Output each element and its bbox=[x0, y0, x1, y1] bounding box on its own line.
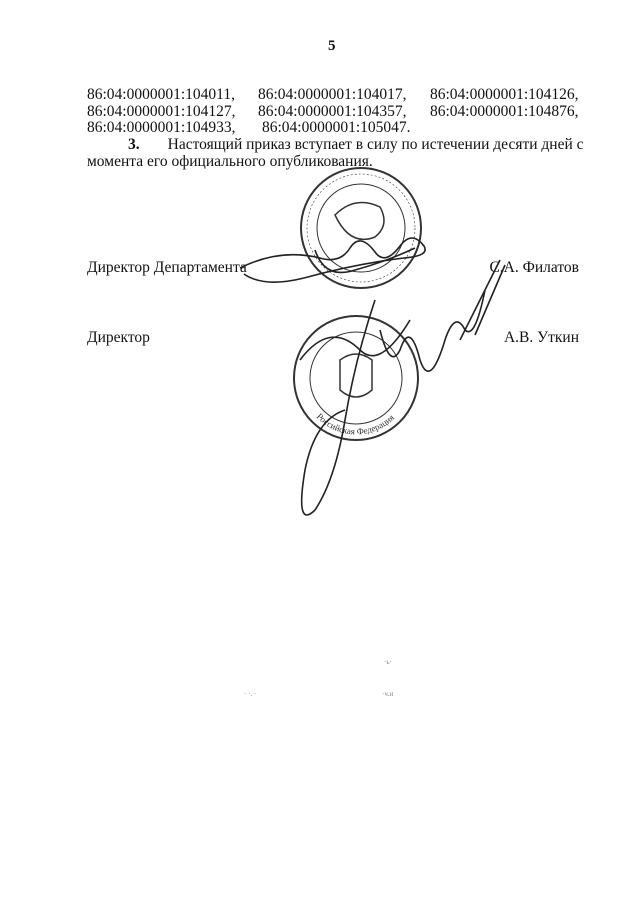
cadastral-number: 86:04:0000001:105047. bbox=[262, 119, 411, 136]
clause-3-continued: момента его официального опубликования. bbox=[87, 153, 373, 170]
official-stamp-1 bbox=[301, 168, 421, 288]
cadastral-number: 86:04:0000001:104876, bbox=[430, 103, 579, 120]
cadastral-number: 86:04:0000001:104126, bbox=[430, 86, 579, 103]
stamp-text: Российская Федерация bbox=[314, 411, 396, 437]
signatory-name: А.В. Уткин bbox=[503, 329, 579, 346]
official-stamp-2 bbox=[294, 316, 418, 440]
signature-filatov bbox=[240, 238, 505, 340]
signature-utkin bbox=[300, 290, 485, 515]
signatory-name: С.А. Филатов bbox=[489, 259, 579, 276]
cadastral-number: 86:04:0000001:104011, bbox=[87, 86, 235, 103]
clause-3 bbox=[128, 136, 584, 153]
cadastral-number: 86:04:0000001:104357, bbox=[258, 103, 407, 120]
cadastral-number: 86:04:0000001:104933, bbox=[87, 119, 236, 136]
cadastral-number: 86:04:0000001:104127, bbox=[87, 103, 236, 120]
signatory-position: Директор bbox=[87, 329, 150, 346]
clause-text: Настоящий приказ вступает в силу по истечении десяти дней с bbox=[167, 136, 584, 153]
clause-number: 3. bbox=[128, 136, 140, 153]
page-number: 5 bbox=[328, 38, 336, 54]
signatory-position: Директор Департамента bbox=[87, 259, 247, 276]
svg-text:Российская Федерация bbox=[315, 411, 396, 436]
cadastral-number: 86:04:0000001:104017, bbox=[258, 86, 407, 103]
